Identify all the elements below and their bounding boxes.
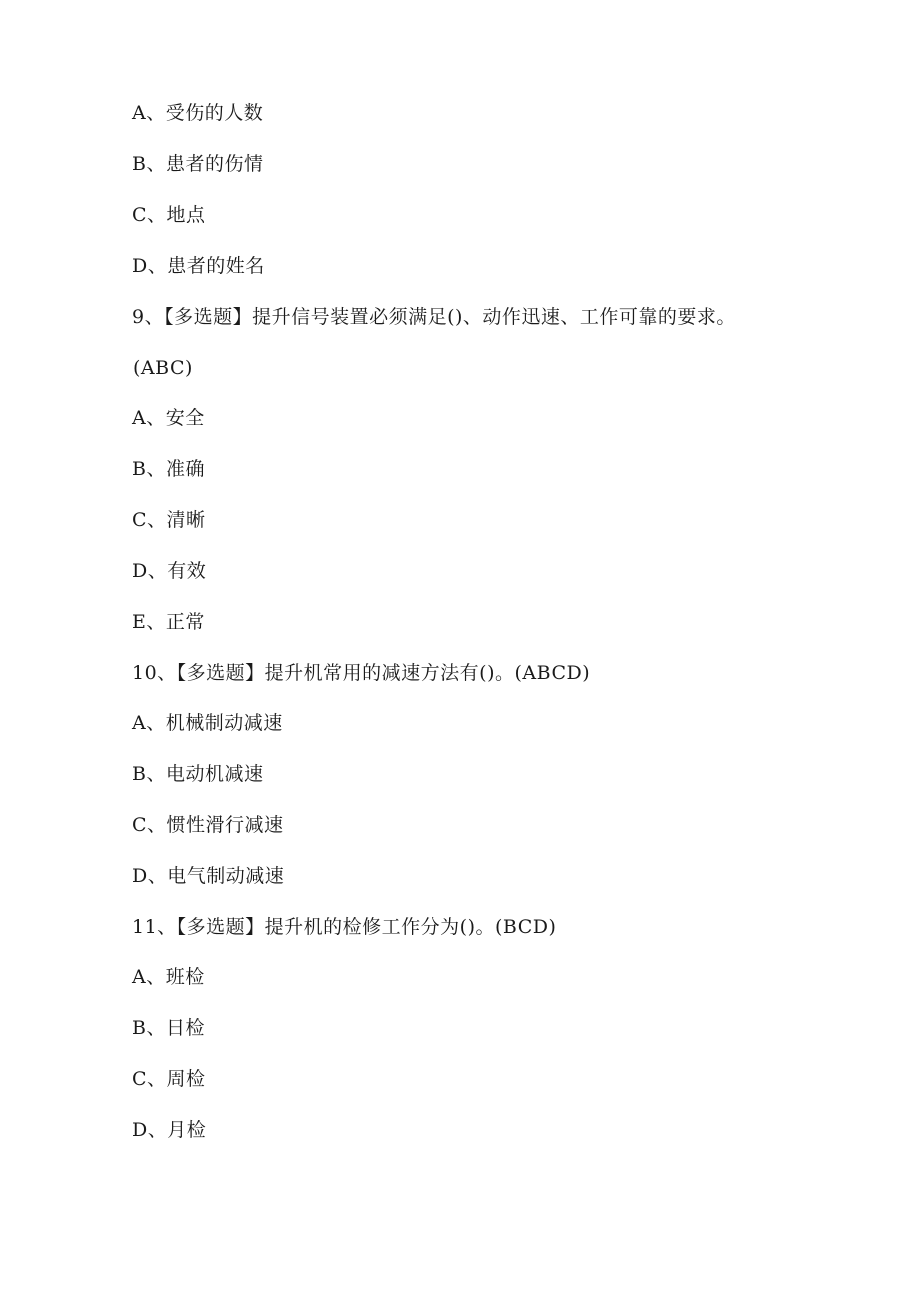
q11-stem: 11、【多选题】提升机的检修工作分为()。(BCD): [132, 916, 557, 938]
q9-stem: 9、【多选题】提升信号装置必须满足()、动作迅速、工作可靠的要求。: [132, 306, 736, 328]
q8-option-c: C、地点: [132, 204, 206, 226]
q11-option-a: A、班检: [132, 966, 205, 988]
q10-stem: 10、【多选题】提升机常用的减速方法有()。(ABCD): [132, 662, 591, 684]
q10-option-b: B、电动机减速: [132, 763, 264, 785]
q11-option-c: C、周检: [132, 1068, 206, 1090]
q8-option-a: A、受伤的人数: [132, 102, 264, 124]
q9-answer: (ABC): [133, 357, 193, 379]
q10-option-a: A、机械制动减速: [132, 712, 283, 734]
q9-option-b: B、准确: [132, 458, 205, 480]
q11-option-b: B、日检: [132, 1017, 205, 1039]
q10-option-d: D、电气制动减速: [132, 865, 285, 887]
q9-option-a: A、安全: [132, 407, 205, 429]
q8-option-d: D、患者的姓名: [132, 255, 265, 277]
q10-option-c: C、惯性滑行减速: [132, 814, 284, 836]
q9-option-e: E、正常: [132, 611, 205, 633]
q9-option-d: D、有效: [132, 560, 207, 582]
q11-option-d: D、月检: [132, 1119, 207, 1141]
q8-option-b: B、患者的伤情: [132, 153, 264, 175]
q9-option-c: C、清晰: [132, 509, 206, 531]
